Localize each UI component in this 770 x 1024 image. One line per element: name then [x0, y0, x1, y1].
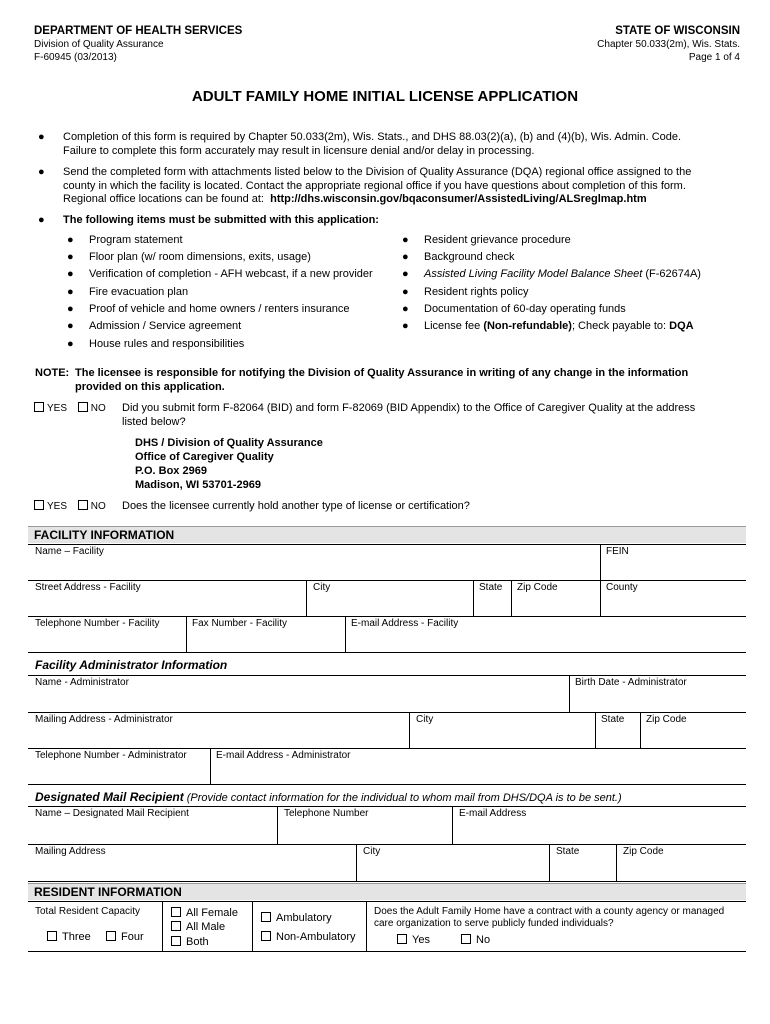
divider	[28, 951, 746, 952]
field-fax[interactable]: Fax Number - Facility	[192, 618, 288, 629]
bullet-requirement: Completion of this form is required by Chapter 50.033(2m), Wis. Stats., and DHS 88.03(2)(a), (b) and (4)(b), Wis. Admin. Code. Failure to complete this form accurately may result in licensure denial and/or delay in processing.	[63, 131, 682, 157]
field-total-capacity: Total Resident Capacity	[35, 906, 141, 917]
all-female-checkbox[interactable]	[171, 907, 181, 917]
divider	[600, 544, 601, 580]
divider	[28, 901, 746, 902]
field-recipient-state[interactable]: State	[556, 846, 580, 857]
no-checkbox[interactable]	[78, 402, 88, 412]
form-number: F-60945 (03/2013)	[34, 52, 117, 63]
field-email[interactable]: E-mail Address - Facility	[351, 618, 459, 629]
field-recipient-mailing-address[interactable]: Mailing Address	[35, 846, 106, 857]
field-city[interactable]: City	[313, 582, 331, 593]
divider	[28, 806, 746, 807]
field-admin-email[interactable]: E-mail Address - Administrator	[216, 750, 351, 761]
divider	[277, 806, 278, 844]
divider	[600, 580, 601, 616]
state-name: STATE OF WISCONSIN	[615, 25, 740, 37]
chapter-ref: Chapter 50.033(2m), Wis. Stats.	[597, 39, 740, 50]
field-admin-mailing-address[interactable]: Mailing Address - Administrator	[35, 714, 173, 725]
divider	[511, 580, 512, 616]
divider	[356, 844, 357, 881]
field-telephone[interactable]: Telephone Number - Facility	[35, 618, 160, 629]
field-recipient-telephone[interactable]: Telephone Number	[284, 808, 369, 819]
field-recipient-city[interactable]: City	[363, 846, 381, 857]
divider	[28, 652, 746, 653]
field-street-address[interactable]: Street Address - Facility	[35, 582, 141, 593]
divider	[595, 712, 596, 748]
question1-options: YES NO	[34, 402, 114, 414]
bullet-icon: ●	[38, 214, 45, 226]
divider	[28, 580, 746, 581]
both-checkbox[interactable]	[171, 936, 181, 946]
ambulatory-option[interactable]: Ambulatory	[261, 912, 332, 924]
field-admin-zip[interactable]: Zip Code	[646, 714, 687, 725]
gender-both-option[interactable]: Both	[171, 936, 209, 948]
divider	[162, 901, 163, 951]
divider	[306, 580, 307, 616]
field-facility-name[interactable]: Name – Facility	[35, 546, 104, 557]
field-admin-city[interactable]: City	[416, 714, 434, 725]
non-ambulatory-option[interactable]: Non-Ambulatory	[261, 931, 355, 943]
divider	[28, 748, 746, 749]
yes-checkbox[interactable]	[34, 500, 44, 510]
four-checkbox[interactable]	[106, 931, 116, 941]
bullet-send-instructions: Send the completed form with attachments listed below to the Division of Quality Assurance (DQA) regional office assigned to the county in which the facility is located. Contact the appropriate regional office if you have questions about completion of this form. Regional office locations can be found at: http://dhs.wisconsin.gov/bqaconsumer/AssistedLiving/ALSreglmap.htm	[63, 166, 692, 205]
section-resident-information: RESIDENT INFORMATION	[28, 883, 746, 900]
department-name: DEPARTMENT OF HEALTH SERVICES	[34, 25, 243, 37]
capacity-three-option[interactable]: Three	[47, 931, 91, 943]
division-name: Division of Quality Assurance	[34, 39, 164, 50]
section-administrator: Facility Administrator Information	[35, 658, 228, 672]
no-checkbox[interactable]	[78, 500, 88, 510]
field-admin-state[interactable]: State	[601, 714, 625, 725]
gender-all-female-option[interactable]: All Female	[171, 907, 238, 919]
ambulatory-checkbox[interactable]	[261, 912, 271, 922]
divider	[28, 675, 746, 676]
divider	[640, 712, 641, 748]
divider	[409, 712, 410, 748]
no-checkbox[interactable]	[461, 934, 471, 944]
mailing-address-block: DHS / Division of Quality Assurance Office of Caregiver Quality P.O. Box 2969 Madison, WI 53701-2969	[135, 437, 323, 491]
field-admin-name[interactable]: Name - Administrator	[35, 677, 129, 688]
divider	[28, 544, 746, 545]
divider	[345, 616, 346, 652]
yes-checkbox[interactable]	[34, 402, 44, 412]
bullet-items-heading: The following items must be submitted with this application:	[63, 214, 379, 226]
page-number: Page 1 of 4	[688, 52, 740, 63]
field-recipient-zip[interactable]: Zip Code	[623, 846, 664, 857]
bullet-icon: ●	[38, 131, 45, 143]
field-admin-telephone[interactable]: Telephone Number - Administrator	[35, 750, 187, 761]
divider	[473, 580, 474, 616]
field-recipient-email[interactable]: E-mail Address	[459, 808, 527, 819]
divider	[569, 675, 570, 712]
field-fein[interactable]: FEIN	[606, 546, 629, 557]
non-ambulatory-checkbox[interactable]	[261, 931, 271, 941]
page-title: ADULT FAMILY HOME INITIAL LICENSE APPLICATION	[191, 88, 579, 105]
divider	[28, 881, 746, 882]
contract-yes-option[interactable]: Yes	[397, 934, 430, 946]
divider	[252, 901, 253, 951]
divider	[28, 784, 746, 785]
divider	[616, 844, 617, 881]
contract-no-option[interactable]: No	[461, 934, 490, 946]
header-right	[597, 25, 740, 64]
field-county[interactable]: County	[606, 582, 638, 593]
divider	[210, 748, 211, 784]
contract-question: Does the Adult Family Home have a contract with a county agency or managed care organization to serve publicly funded individuals?	[374, 906, 725, 929]
gender-all-male-option[interactable]: All Male	[171, 921, 225, 933]
divider	[549, 844, 550, 881]
divider	[28, 844, 746, 845]
question-other-license: Does the licensee currently hold another type of license or certification?	[122, 500, 470, 512]
yes-checkbox[interactable]	[397, 934, 407, 944]
field-zip-code[interactable]: Zip Code	[517, 582, 558, 593]
three-checkbox[interactable]	[47, 931, 57, 941]
section-facility-information: FACILITY INFORMATION	[28, 526, 746, 543]
divider	[366, 901, 367, 951]
divider	[186, 616, 187, 652]
bullet-icon: ●	[38, 166, 45, 178]
regional-office-link[interactable]: http://dhs.wisconsin.gov/bqaconsumer/AssistedLiving/ALSreglmap.htm	[270, 193, 647, 205]
divider	[28, 712, 746, 713]
section-mail-recipient: Designated Mail Recipient (Provide contact information for the individual to whom mail from DHS/DQA is to be sent.)	[35, 790, 622, 804]
all-male-checkbox[interactable]	[171, 921, 181, 931]
divider	[452, 806, 453, 844]
field-state[interactable]: State	[479, 582, 503, 593]
form-page: DEPARTMENT OF HEALTH SERVICES Division of Quality Assurance F-60945 (03/2013) STATE OF WISCONSIN Chapter 50.033(2m), Wis. Stats. Page 1 of 4 ADULT FAMILY HOME INITIAL LICENSE APPLICATION ● Completion of this form is required by Chapter 50.033(2m), Wis. Stats., and DHS 88.03(2)(a), (b) and (4)(b), Wis. Admin. Code. Failure to complete this form accurately may result in licensure denial and/or delay in processing. ● Send the completed form with attachments listed below to the Division of Quality Assurance (DQA) regional office assigned to the county in which the facility is located. Contact the appropriate regional office if you have questions about completion of this form. Regional office locations can be found at: http://dhs.wisconsin.gov/bqaconsumer/AssistedLiving/ALSreglmap.htm ● The following items must be submitted with this application: ● Program statement ● Floor plan (w/ room dimensions, exits, usage) ● Verification of completion - AFH webcast, if a new provider ● Fire evacuation plan ● Proof of vehicle and home owners / renters insurance ● Admission / Service agreement ● House rules and responsibilities ● Resident grievance procedure ● Background check ● Assisted Living Facility Model Balance Sheet (F-62674A) ● Resident rights policy ● Documentation of 60-day operating funds ● License fee (Non-refundable); Check payable to: DQA NOTE: The licensee is responsible for notifying the Division of Quality Assurance in writing of any change in the information provided on this application. YES NO Did you submit form F-82064 (BID) and form F-82069 (BID Appendix) to the Office of Caregiver Quality at the address listed below? DHS / Division of Quality Assurance Office of Caregiver Quality P.O. Box 2969 Madison, WI 53701-2969 YES NO Does the licensee currently hold another type of license or certification? FACILITY INFORMATION Name – Facility FEIN Street Address - Facility City State Zip Code County Telephone Number - Facility Fax Number - Facility E-mail Address - Facility Facility Administrator Information Name - Administrator Birth Date - Administrator Mailing Address - Administrator City State Zip Code Telephone Number - Administrator E-mail Address - Administrator Designated Mail Recipient (Provide contact information for the individual to whom mail from DHS/DQA is to be sent.) Name – Designated Mail Recipient Telephone Number E-mail Address Mailing Address City State Zip Code RESIDENT INFORMATION Total Resident Capacity Three Four All Female All Male Both Ambulatory Non-Ambulatory Does the Adult Family Home have a contract with a county agency or managed care organization to serve publicly funded individuals? Yes No	[0, 0, 770, 1024]
question-bid-form: Did you submit form F-82064 (BID) and form F-82069 (BID Appendix) to the Office of Caregiver Quality at the address listed below?	[122, 402, 696, 428]
header-left	[34, 25, 242, 64]
field-recipient-name[interactable]: Name – Designated Mail Recipient	[35, 808, 189, 819]
question2-options: YES NO	[34, 500, 114, 512]
divider	[28, 616, 746, 617]
capacity-four-option[interactable]: Four	[106, 931, 144, 943]
field-admin-birth-date[interactable]: Birth Date - Administrator	[575, 677, 687, 688]
